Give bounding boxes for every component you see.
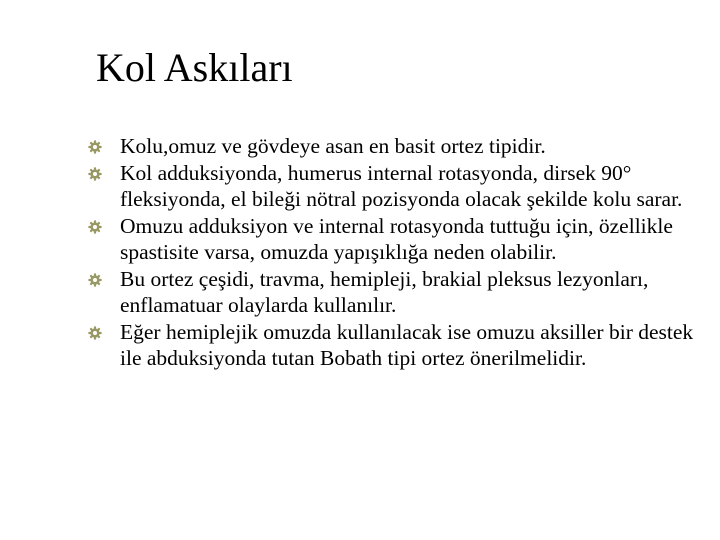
bullet-text: Bu ortez çeşidi, travma, hemipleji, brakial pleksus lezyonları, enflamatuar olaylarda kullanılır. (120, 266, 649, 317)
bullet-item (88, 213, 700, 266)
bullet-item (88, 266, 700, 319)
bullet-text: Eğer hemiplejik omuzda kullanılacak ise omuzu aksiller bir destek ile abduksiyonda tutan Bobath tipi ortez önerilmelidir. (120, 319, 694, 370)
gear-icon (88, 167, 102, 181)
bullet-item (88, 319, 700, 372)
bullet-list (88, 133, 700, 372)
gear-icon (88, 140, 102, 154)
gear-icon (88, 326, 102, 340)
bullet-item (88, 160, 700, 213)
bullet-text: Omuzu adduksiyon ve internal rotasyonda tuttuğu için, özellikle spastisite varsa, omuzda yapışıklığa neden olabilir. (120, 213, 673, 264)
bullet-text: Kolu,omuz ve gövdeye asan en basit ortez tipidir. (120, 134, 546, 158)
slide-title: Kol Askıları (96, 45, 293, 90)
bullet-text: Kol adduksiyonda, humerus internal rotasyonda, dirsek 90° fleksiyonda, el bileği nötral pozisyonda olacak şekilde kolu sarar. (120, 160, 683, 211)
gear-icon (88, 273, 102, 287)
gear-icon (88, 220, 102, 234)
bullet-item (88, 133, 700, 160)
